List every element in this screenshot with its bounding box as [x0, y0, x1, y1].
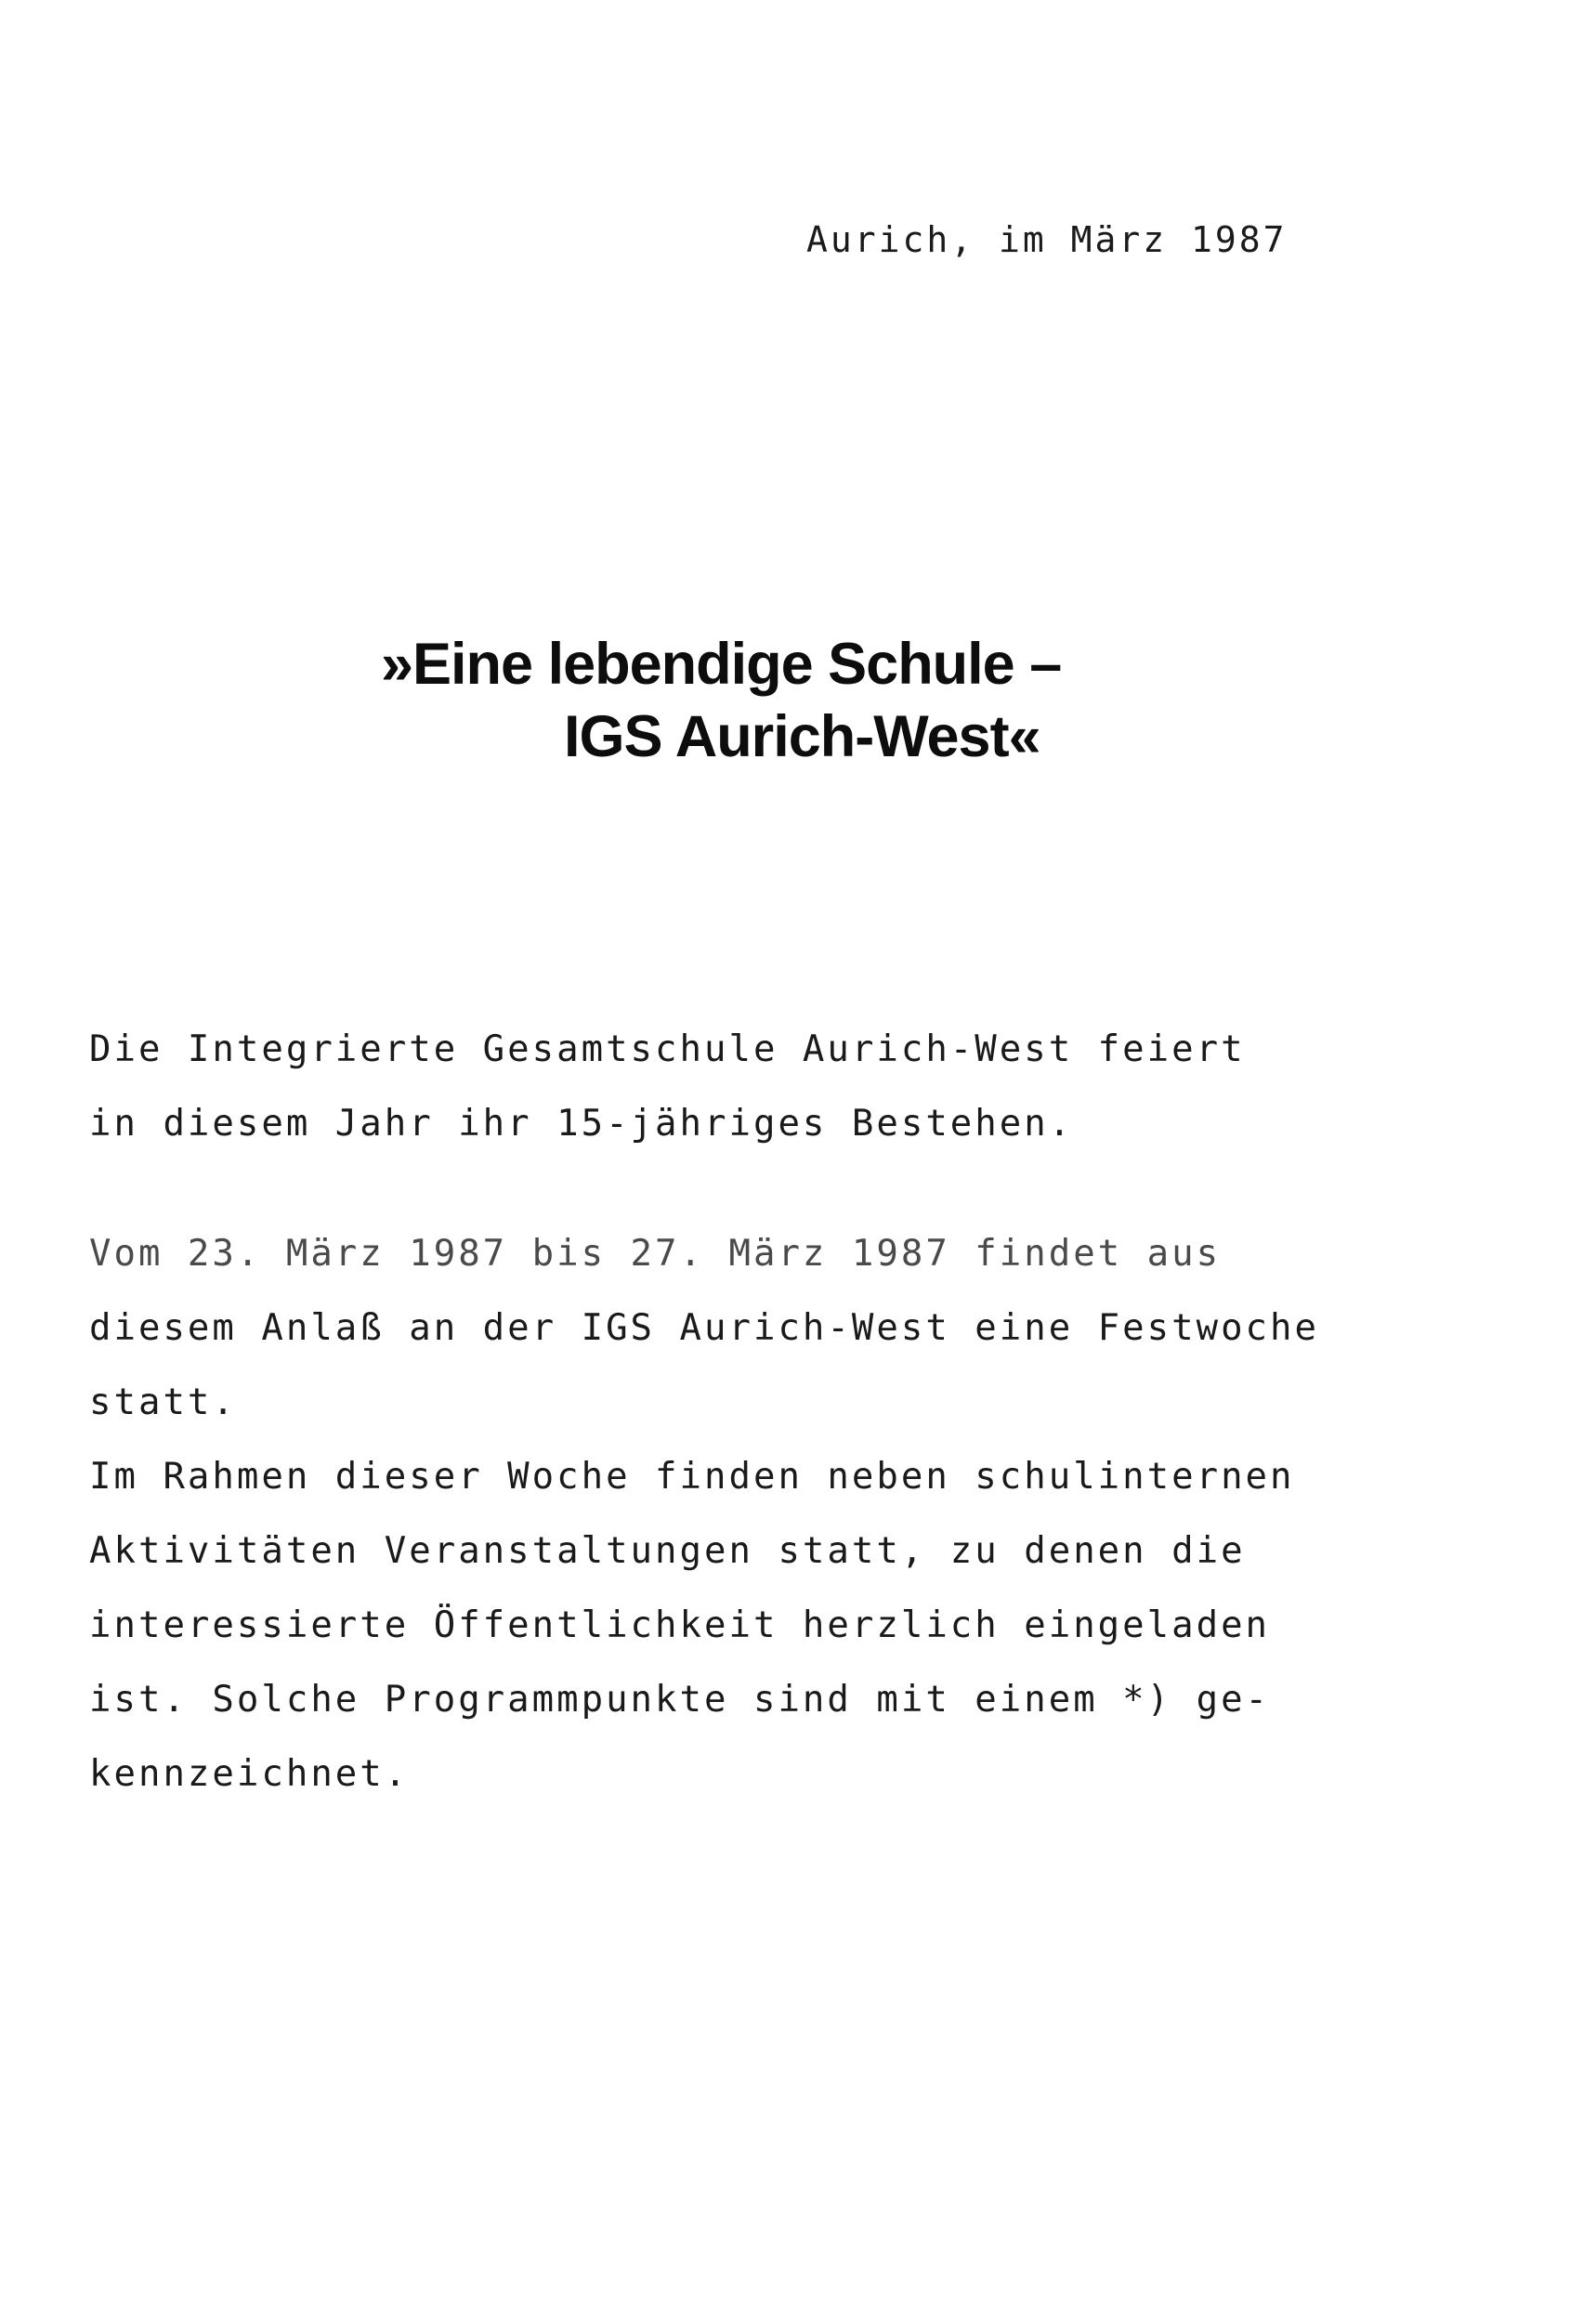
paragraph-line: diesem Anlaß an der IGS Aurich-West eine Festwoche: [89, 1307, 1319, 1349]
paragraph-line: Vom 23. März 1987 bis 27. März 1987 findet aus: [89, 1233, 1222, 1275]
paragraph-festwoche: [89, 1217, 1538, 1812]
paragraph-line: interessierte Öffentlichkeit herzlich eingeladen: [89, 1604, 1271, 1646]
dateline: Aurich, im März 1987: [806, 219, 1288, 260]
title-line-2: IGS Aurich-West«: [564, 704, 1040, 769]
paragraph-line: Aktivitäten Veranstaltungen statt, zu denen die: [89, 1530, 1246, 1572]
paragraph-line: in diesem Jahr ihr 15-jähriges Bestehen.: [89, 1103, 1074, 1145]
paragraph-line: Im Rahmen dieser Woche finden neben schulinternen: [89, 1456, 1295, 1498]
paragraph-anniversary: [89, 1013, 1538, 1161]
paragraph-line: ist. Solche Programmpunkte sind mit einem *) ge-: [89, 1679, 1271, 1721]
title-line-1: »Eine lebendige Schule –: [381, 632, 1062, 697]
document-title: [381, 628, 1061, 773]
paragraph-line: Die Integrierte Gesamtschule Aurich-West feiert: [89, 1028, 1246, 1070]
paragraph-line: kennzeichnet.: [89, 1753, 410, 1795]
paragraph-line: statt.: [89, 1381, 237, 1423]
